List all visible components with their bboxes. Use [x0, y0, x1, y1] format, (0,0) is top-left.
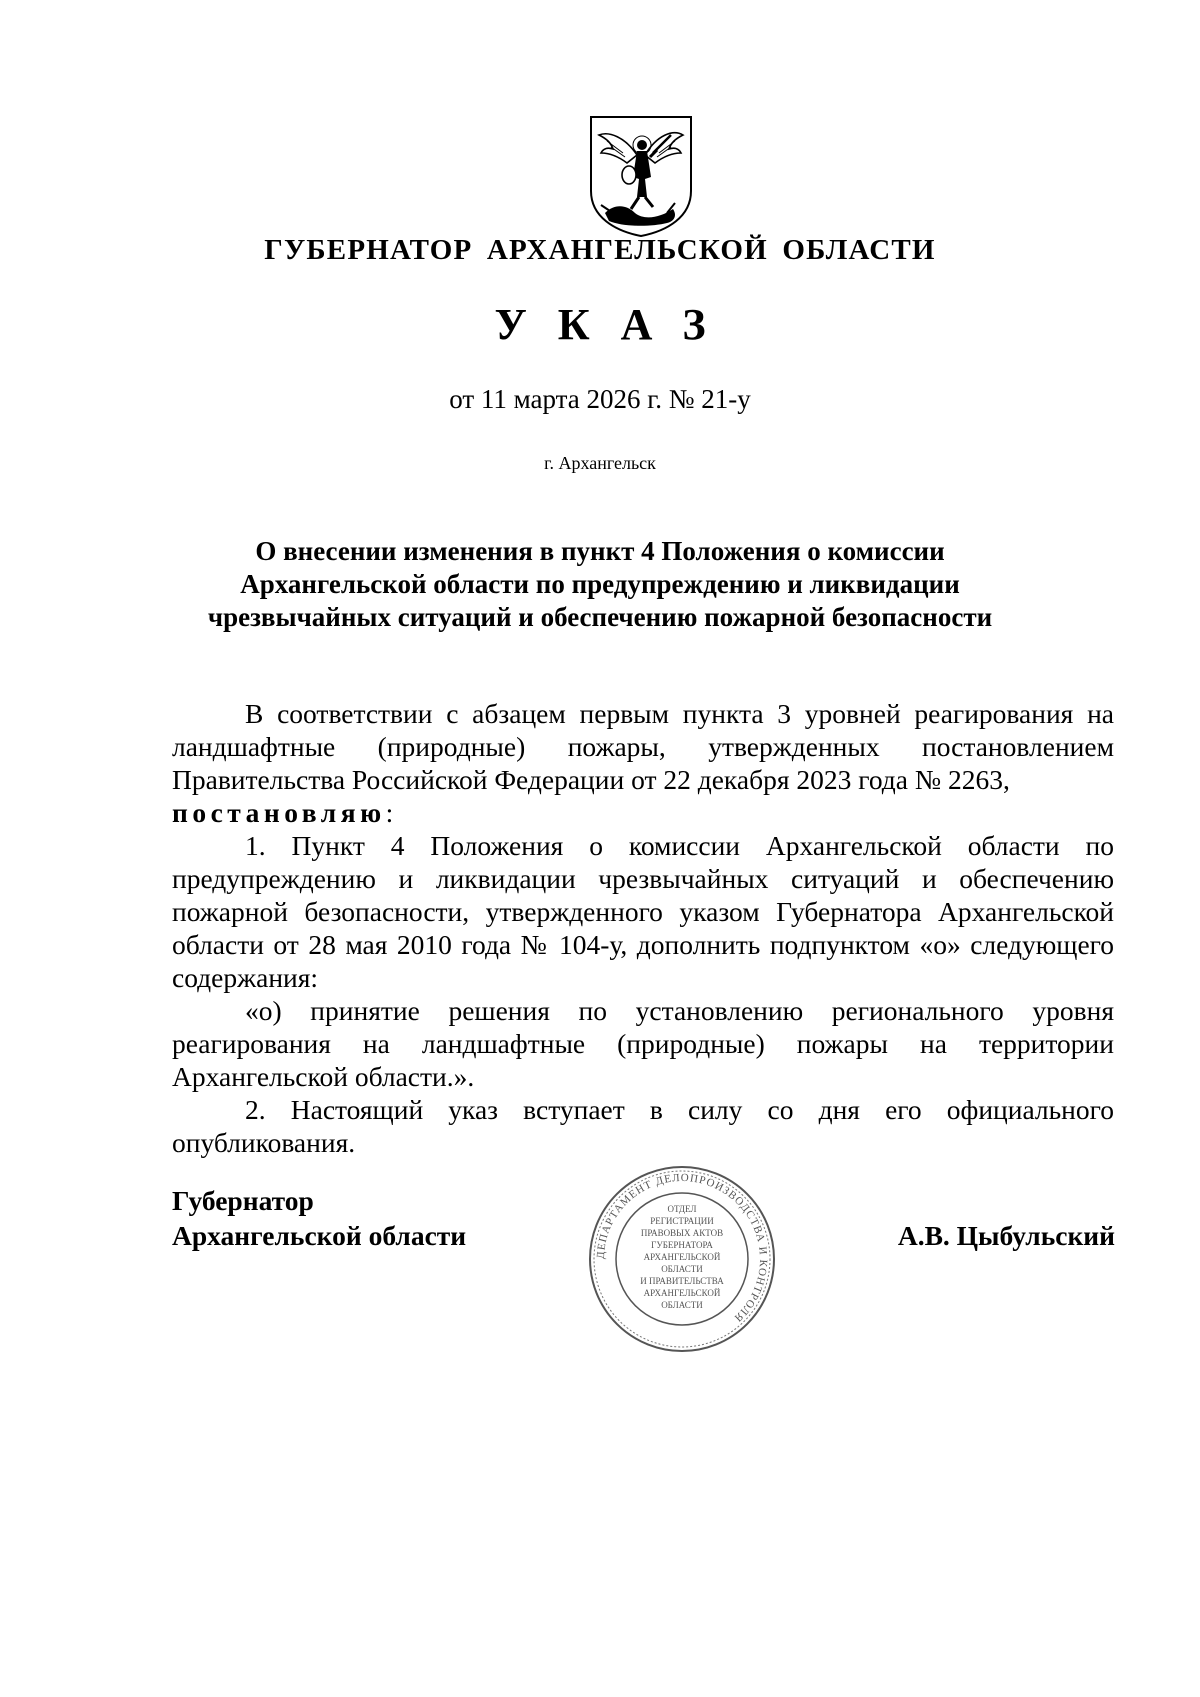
document-type: УКАЗ [494, 300, 737, 349]
seal-outer-text: ДЕПАРТАМЕНТ ДЕЛОПРОИЗВОДСТВА И КОНТРОЛЯ [594, 1171, 770, 1325]
document-date-number: от 11 марта 2026 г. № 21-у [449, 384, 751, 414]
seal-inner-line: РЕГИСТРАЦИИ [650, 1216, 714, 1226]
signatory-position [172, 1183, 466, 1253]
seal-inner-line: АРХАНГЕЛЬСКОЙ [643, 1252, 721, 1262]
seal-inner-line: ПРАВОВЫХ АКТОВ [640, 1228, 724, 1238]
resolve-word: постановляю [172, 797, 386, 828]
archangel-coat-of-arms-icon [587, 113, 695, 239]
seal-inner-line: ОТДЕЛ [667, 1204, 697, 1214]
document-body [172, 697, 1114, 1159]
title-line: чрезвычайных ситуаций и обеспечению пожарной безопасности [207, 602, 993, 632]
item-1-paragraph: 1. Пункт 4 Положения о комиссии Архангельской области по предупреждению и ликвидации чрезвычайных ситуаций и обеспечению пожарной безопасности, утвержденного указом Губернатора Архангельской области от 28 мая 2010 года № 104-у, дополнить подпунктом «о» следующего содержания: [172, 830, 1114, 993]
title-line: О внесении изменения в пункт 4 Положения о комиссии [255, 536, 945, 566]
resolve-colon: : [385, 797, 394, 828]
seal-inner-line: ОБЛАСТИ [661, 1300, 703, 1310]
signatory-position-line: Архангельской области [172, 1220, 467, 1251]
item-1-quote-paragraph: «о) принятие решения по установлению регионального уровня реагирования на ландшафтные (природные) пожары на территории Архангельской области.». [172, 995, 1114, 1092]
official-seal-icon [587, 1164, 777, 1354]
preamble-text: В соответствии с абзацем первым пункта 3 уровней реагирования на ландшафтные (природные) пожары, утвержденных постановлением Правительства Российской Федерации от 22 декабря 2023 года № 2263, [172, 698, 1114, 795]
preamble-paragraph [172, 697, 1114, 829]
seal-inner-line: АРХАНГЕЛЬСКОЙ [643, 1288, 721, 1298]
seal-inner-line: ГУБЕРНАТОРА [651, 1240, 713, 1250]
issuing-authority: ГУБЕРНАТОР АРХАНГЕЛЬСКОЙ ОБЛАСТИ [264, 234, 936, 266]
signatory-position-line: Губернатор [172, 1185, 314, 1216]
seal-inner-line: ОБЛАСТИ [661, 1264, 703, 1274]
item-2-paragraph: 2. Настоящий указ вступает в силу со дня его официального опубликования. [172, 1094, 1114, 1158]
document-title [190, 535, 1010, 634]
document-city: г. Архангельск [544, 453, 656, 473]
title-line: Архангельской области по предупреждению и ликвидации [240, 569, 960, 599]
seal-inner-line: И ПРАВИТЕЛЬСТВА [640, 1276, 724, 1286]
signatory-name: А.В. Цыбульский [897, 1220, 1115, 1251]
